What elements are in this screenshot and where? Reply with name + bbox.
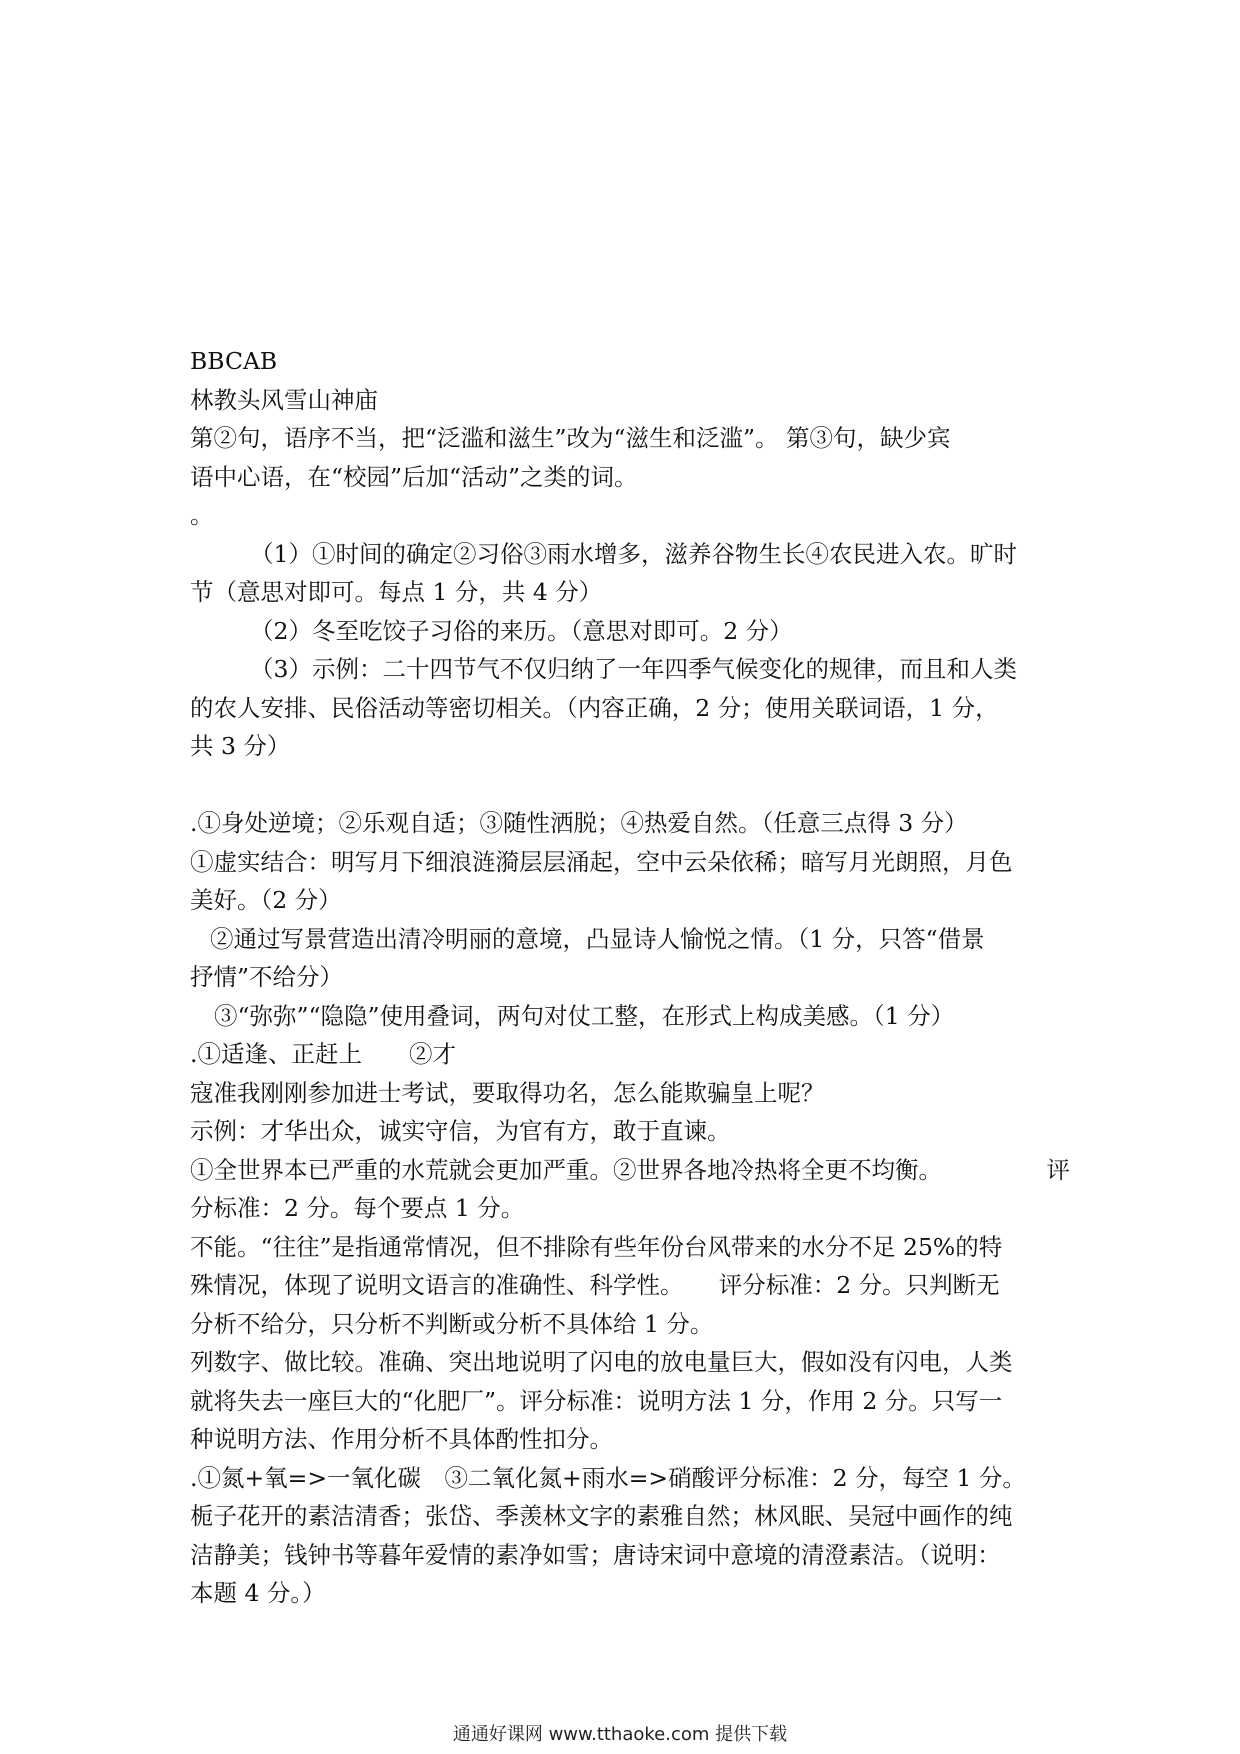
text-line: 。	[190, 501, 214, 529]
text-line: （3）示例：二十四节气不仅归纳了一年四季气候变化的规律，而且和人类	[250, 655, 1017, 683]
text-line: 就将失去一座巨大的“化肥厂”。评分标准：说明方法 1 分，作用 2 分。只写一	[190, 1386, 1003, 1415]
text-line: 列数字、做比较。准确、突出地说明了闪电的放电量巨大，假如没有闪电，人类	[190, 1348, 1013, 1376]
page-footer: 通通好课网 www.tthaoke.com 提供下载	[452, 1724, 788, 1745]
text-line: ③“弥弥”“隐隐”使用叠词，两句对仗工整，在形式上构成美感。（1 分）	[214, 1001, 955, 1030]
text-line: 抒情”不给分）	[190, 963, 344, 991]
text-line: 栀子花开的素洁清香；张岱、季羡林文字的素雅自然；林风眠、吴冠中画作的纯	[190, 1502, 1013, 1530]
text-segment: 评	[1046, 1155, 1070, 1184]
answer-text	[190, 342, 1070, 1613]
text-line	[190, 1151, 1070, 1190]
text-line: （2）冬至吃饺子习俗的来历。（意思对即可。2 分）	[250, 616, 793, 645]
text-line: （1）①时间的确定②习俗③雨水增多，滋养谷物生长④农民进入农。旷时	[250, 539, 1017, 568]
text-line: 共 3 分）	[190, 732, 291, 760]
text-line: 本题 4 分。）	[190, 1579, 326, 1607]
text-line: 语中心语，在“校园”后加“活动”之类的词。	[190, 462, 638, 491]
text-line: .①身处逆境；②乐观自适；③随性洒脱；④热爱自然。（任意三点得 3 分）	[190, 809, 968, 837]
text-segment: ①全世界本已严重的水荒就会更加严重。②世界各地冷热将全更不均衡。	[190, 1155, 942, 1184]
text-line: 的农人安排、民俗活动等密切相关。（内容正确，2 分；使用关联词语，1 分，	[190, 693, 999, 722]
text-line: ②通过写景营造出清冷明丽的意境，凸显诗人愉悦之情。（1 分，只答“借景	[210, 924, 985, 953]
text-line: ①虚实结合：明写月下细浪涟漪层层涌起，空中云朵依稀；暗写月光朗照，月色	[190, 847, 1013, 876]
text-line: 寇准我刚刚参加进士考试，要取得功名，怎么能欺骗皇上呢？	[190, 1078, 825, 1107]
text-line: BBCAB	[190, 347, 278, 375]
text-line: 殊情况，体现了说明文语言的准确性、科学性。 评分标准：2 分。只判断无	[190, 1271, 1000, 1299]
text-line: 分析不给分，只分析不判断或分析不具体给 1 分。	[190, 1309, 714, 1338]
text-line: 洁静美；钱钟书等暮年爱情的素净如雪；唐诗宋词中意境的清澄素洁。（说明：	[190, 1540, 1001, 1569]
text-line: 第②句，语序不当，把“泛滥和滋生”改为“滋生和泛滥”。 第③句，缺少宾	[190, 424, 951, 452]
text-line: 分标准：2 分。每个要点 1 分。	[190, 1194, 525, 1222]
text-line: 种说明方法、作用分析不具体酌性扣分。	[190, 1425, 613, 1453]
text-line: .①适逢、正赶上 ②才	[190, 1040, 456, 1068]
text-line: 林教头风雪山神庙	[190, 385, 378, 414]
text-line: 节（意思对即可。每点 1 分，共 4 分）	[190, 578, 603, 606]
text-line: .①氮+氧=>一氧化碳 ③二氧化氮+雨水=>硝酸评分标准：2 分，每空 1 分。	[190, 1463, 1026, 1492]
text-line: 示例：才华出众，诚实守信，为官有方，敢于直谏。	[190, 1117, 731, 1145]
text-line: 不能。“往往”是指通常情况，但不排除有些年份台风带来的水分不足 25%的特	[190, 1232, 1003, 1261]
text-line: 美好。（2 分）	[190, 886, 342, 914]
blank-line	[190, 766, 1070, 805]
